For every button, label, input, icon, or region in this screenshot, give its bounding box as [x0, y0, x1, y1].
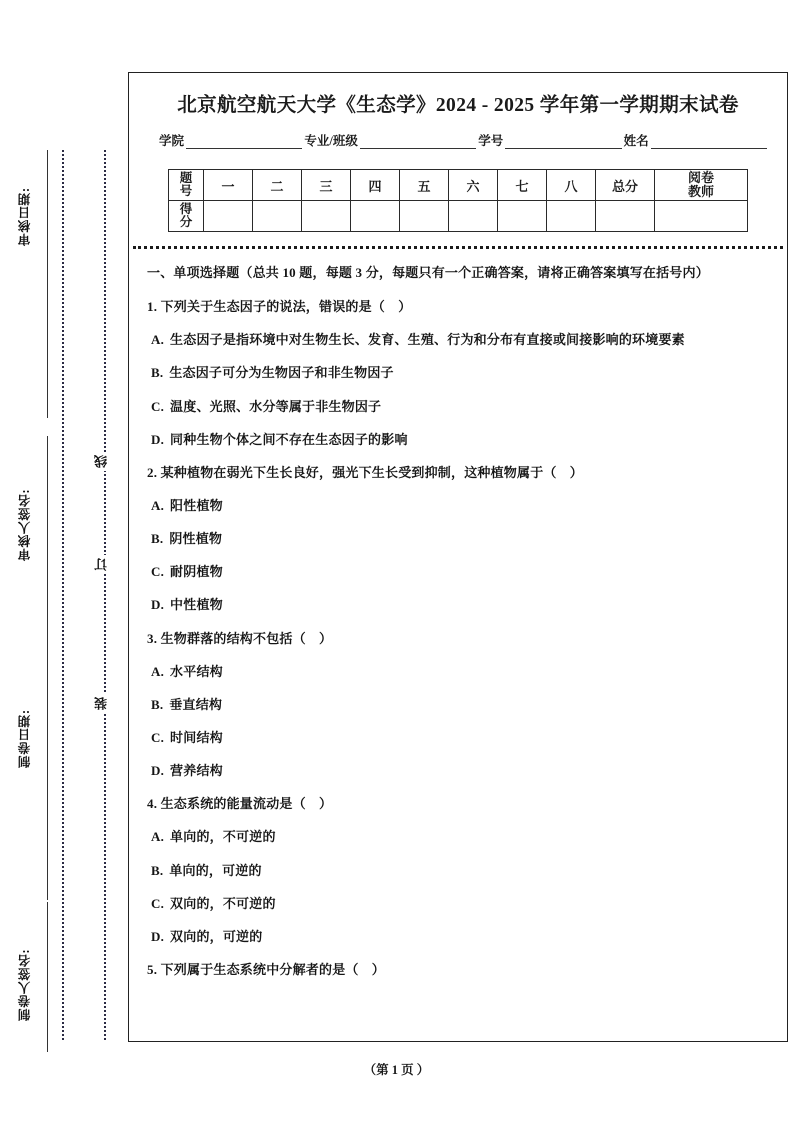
option-label: B.	[151, 531, 164, 547]
question-1-option-d[interactable]	[151, 430, 771, 450]
score-cell-7[interactable]	[498, 201, 547, 232]
section-heading: 一、单项选择题（总共 10 题，每题 3 分，每题只有一个正确答案，请将正确答案填写在括号内）	[147, 265, 709, 280]
option-text: 垂直结构	[169, 696, 223, 712]
fold-guide-inner	[104, 150, 106, 1040]
option-text: 营养结构	[170, 763, 223, 779]
field-label-major-class: 专业/班级	[304, 134, 358, 148]
score-col-header-5: 五	[400, 170, 449, 201]
grader-label-char-2: 教师	[687, 184, 714, 199]
option-label: C.	[151, 729, 165, 745]
question-2-option-c[interactable]	[151, 562, 771, 582]
margin-label-review-date: 审核日期:	[18, 186, 32, 246]
option-text: 单向的，不可逆的	[170, 829, 276, 845]
margin-rule-2	[47, 436, 48, 694]
option-label: A.	[151, 497, 165, 513]
option-label: D.	[151, 763, 165, 779]
option-text: 单向的，可逆的	[169, 862, 262, 878]
score-cell-total[interactable]	[596, 201, 655, 232]
student-info-line	[159, 131, 769, 149]
score-col-header-2: 二	[253, 170, 302, 201]
option-text: 双向的，可逆的	[170, 928, 263, 944]
question-stem-2: 2. 某种植物在弱光下生长良好，强光下生长受到抑制，这种植物属于（ ）	[147, 464, 584, 480]
question-2-option-b[interactable]	[151, 529, 771, 549]
left-margin-annotations	[16, 150, 62, 1040]
score-cell-1[interactable]	[204, 201, 253, 232]
margin-label-printer-signature: 制卷人签名:	[18, 948, 32, 1022]
score-cell-8[interactable]	[547, 201, 596, 232]
question-stem-4: 4. 生态系统的能量流动是（ ）	[147, 796, 333, 812]
dotted-separator	[133, 246, 783, 249]
score-cell-2[interactable]	[253, 201, 302, 232]
row-header-char-2: 号	[179, 184, 193, 198]
question-4-option-b[interactable]	[151, 861, 771, 881]
question-3-option-b[interactable]	[151, 695, 771, 715]
question-1-option-a[interactable]	[151, 330, 771, 350]
field-input-name[interactable]	[651, 135, 767, 149]
option-label: C.	[151, 398, 165, 414]
fold-guide-outer	[62, 150, 64, 1040]
option-text: 时间结构	[170, 729, 223, 745]
fold-mark-xian: 线	[92, 452, 118, 471]
question-1-option-b[interactable]	[151, 363, 771, 383]
option-label: D.	[151, 431, 165, 447]
score-cell-3[interactable]	[302, 201, 351, 232]
question-2-option-a[interactable]	[151, 496, 771, 516]
row-header-char-1: 题	[179, 170, 193, 185]
option-label: B.	[151, 696, 164, 712]
field-label-student-id: 学号	[478, 134, 504, 148]
option-label: D.	[151, 597, 165, 613]
table-row-scores	[169, 201, 748, 232]
question-stem-3: 3. 生物群落的结构不包括（ ）	[147, 630, 333, 646]
score-col-header-7: 七	[498, 170, 547, 201]
option-text: 生态因子是指环境中对生物生长、发育、生殖、行为和分布有直接或间接影响的环境要素	[170, 332, 685, 348]
score-col-header-1: 一	[204, 170, 253, 201]
score-table-row-header-score	[169, 201, 204, 232]
question-content	[147, 263, 771, 980]
option-text: 阳性植物	[170, 497, 223, 513]
question-3-option-a[interactable]	[151, 662, 771, 682]
option-text: 中性植物	[170, 597, 223, 613]
option-label: A.	[151, 829, 165, 845]
margin-label-reviewer-signature: 审核人签名:	[18, 488, 32, 562]
field-label-college: 学院	[159, 134, 185, 148]
score-col-header-4: 四	[351, 170, 400, 201]
score-cell-5[interactable]	[400, 201, 449, 232]
question-3-option-c[interactable]	[151, 728, 771, 748]
score-table-row-header-question	[169, 170, 204, 201]
score-cell-grader[interactable]	[655, 201, 748, 232]
page-title: 北京航空航天大学《生态学》2024 - 2025 学年第一学期期末试卷	[177, 95, 739, 116]
margin-label-print-date: 制卷日期:	[18, 708, 32, 768]
score-col-header-6: 六	[449, 170, 498, 201]
score-cell-6[interactable]	[449, 201, 498, 232]
option-label: B.	[151, 365, 164, 381]
option-label: A.	[151, 663, 165, 679]
score-table	[168, 169, 748, 232]
option-text: 阴性植物	[169, 531, 223, 547]
score-col-header-8: 八	[547, 170, 596, 201]
field-label-name: 姓名	[623, 134, 649, 148]
score-cell-4[interactable]	[351, 201, 400, 232]
question-4-option-c[interactable]	[151, 894, 771, 914]
option-label: D.	[151, 928, 165, 944]
option-text: 同种生物个体之间不存在生态因子的影响	[170, 431, 408, 447]
field-input-student-id[interactable]	[505, 135, 621, 149]
option-label: A.	[151, 332, 165, 348]
table-row-question-numbers	[169, 170, 748, 201]
question-stem-5: 5. 下列属于生态系统中分解者的是（ ）	[147, 961, 386, 977]
question-1-option-c[interactable]	[151, 397, 771, 417]
option-text: 温度、光照、水分等属于非生物因子	[170, 398, 382, 414]
option-label: C.	[151, 895, 165, 911]
margin-rule-4	[47, 902, 48, 1052]
score-header-char-2: 分	[179, 215, 193, 229]
score-header-char-1: 得	[179, 201, 193, 216]
score-col-header-grader	[655, 170, 748, 201]
score-col-header-total: 总分	[596, 170, 655, 201]
option-text: 双向的，不可逆的	[170, 895, 276, 911]
option-text: 水平结构	[170, 663, 223, 679]
option-text: 生态因子可分为生物因子和非生物因子	[169, 365, 394, 381]
question-2-option-d[interactable]	[151, 595, 771, 615]
option-text: 耐阴植物	[170, 564, 223, 580]
question-3-option-d[interactable]	[151, 761, 771, 781]
fold-mark-ding: 订	[92, 555, 118, 574]
score-col-header-3: 三	[302, 170, 351, 201]
question-4-option-a[interactable]	[151, 827, 771, 847]
option-label: C.	[151, 564, 165, 580]
field-input-major-class[interactable]	[360, 135, 476, 149]
option-label: B.	[151, 862, 164, 878]
question-4-option-d[interactable]	[151, 927, 771, 947]
grader-label-char-1: 阅卷	[687, 170, 714, 186]
field-input-college[interactable]	[186, 135, 302, 149]
page-footer: （第 1 页 ）	[363, 1063, 430, 1077]
question-stem-1: 1. 下列关于生态因子的说法，错误的是（ ）	[147, 299, 412, 315]
exam-sheet	[128, 72, 788, 1042]
fold-mark-zhuang: 装	[92, 694, 118, 713]
